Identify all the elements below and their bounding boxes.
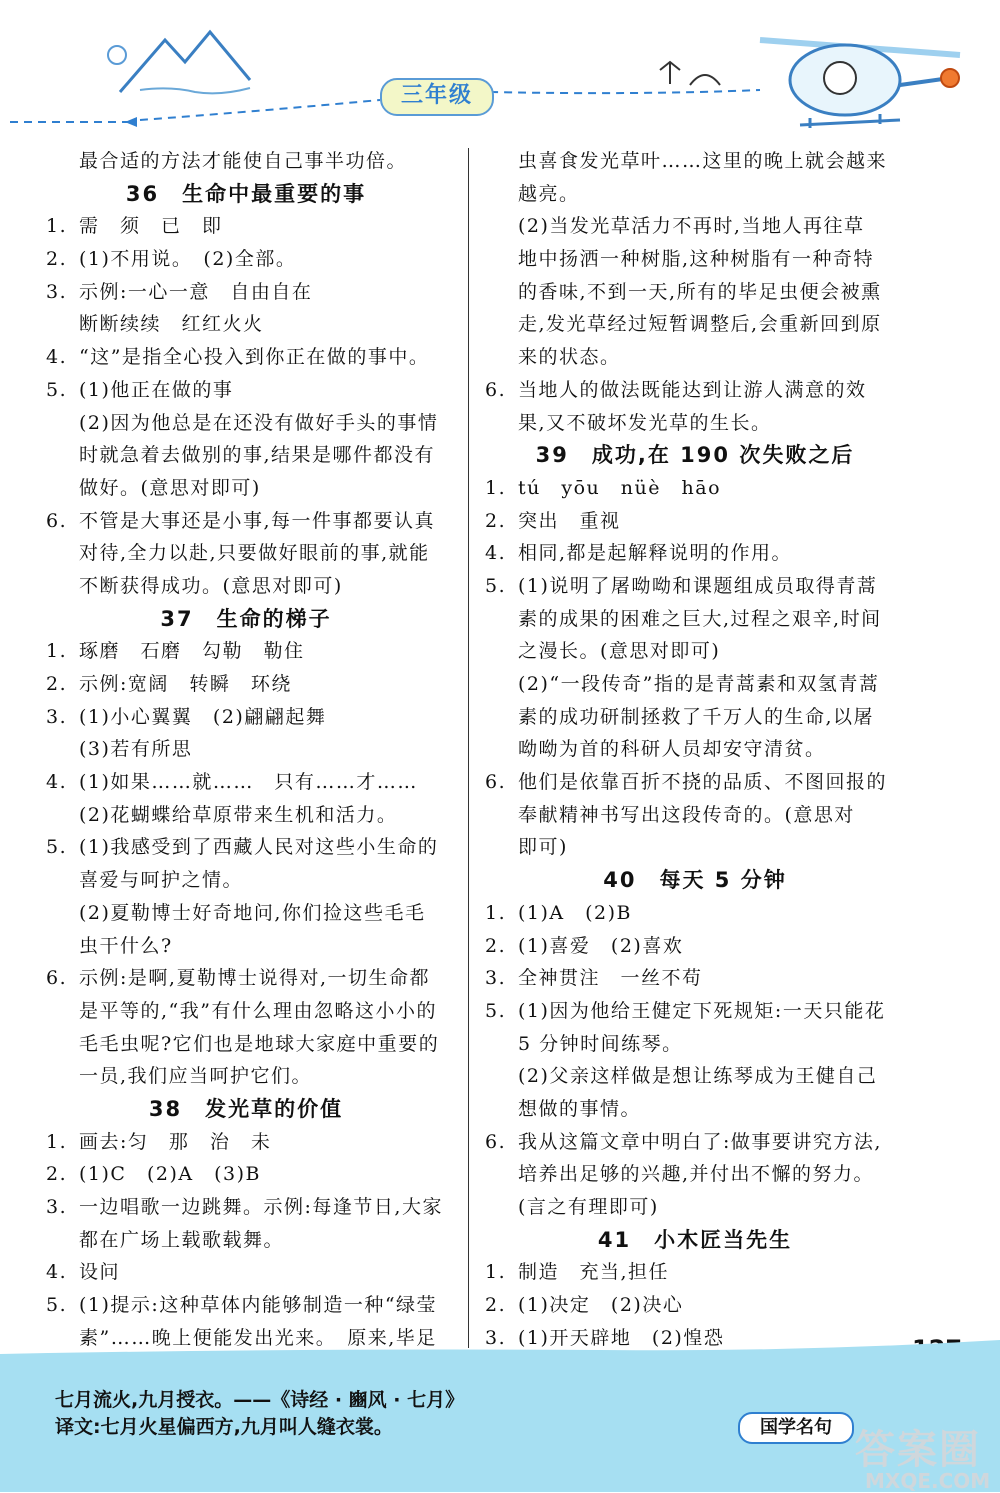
item-number: 2.: [46, 1163, 68, 1186]
answer-line: [46, 276, 446, 309]
item-text: 画去:匀 那 治 未: [79, 1130, 272, 1153]
answer-line: (3)若有所思: [79, 738, 193, 761]
answer-line: 走,发光草经过短暂调整后,会重新回到原: [518, 313, 882, 336]
answer-line: [485, 1289, 905, 1322]
footer-band: [0, 1360, 1000, 1492]
answer-line: (2)夏勒博士好奇地问,你们捡这些毛毛: [79, 901, 426, 924]
section-heading: 40 每天 5 分钟: [603, 868, 787, 893]
answer-line: [46, 505, 446, 538]
answer-line: [46, 668, 446, 701]
grade-label: 三年级: [380, 78, 494, 116]
item-text: 示例:宽阔 转瞬 环绕: [79, 673, 292, 695]
column-divider: [468, 148, 469, 1348]
item-number: 6.: [485, 771, 507, 794]
item-text: 示例:一心一意 自由自在: [79, 280, 313, 303]
answer-line: 呦呦为首的科研人员却安守清贫。: [518, 738, 826, 761]
answer-line: 做好。(意思对即可): [79, 476, 261, 499]
answer-line: [485, 1256, 905, 1289]
answer-line: 素的成果的困难之巨大,过程之艰辛,时间: [518, 607, 882, 630]
item-number: 2.: [485, 1294, 507, 1317]
answer-line: 一员,我们应当呵护它们。: [79, 1065, 313, 1088]
answer-line: 果,又不破坏发光草的生长。: [518, 411, 772, 434]
item-number: 3.: [46, 280, 68, 303]
item-number: 4.: [485, 542, 507, 565]
item-number: 1.: [46, 640, 68, 663]
answer-line: [485, 472, 905, 505]
answer-line: 来的状态。: [518, 346, 621, 369]
item-number: 2.: [46, 248, 68, 271]
answer-line: 对待,全力以赴,只要做好眼前的事,就能: [79, 542, 430, 565]
item-text: 不管是大事还是小事,每一件事都要认真: [79, 509, 436, 532]
left-column: [46, 145, 446, 1354]
answer-line: 素”……晚上便能发出光来。 原来,毕足: [79, 1326, 437, 1349]
item-number: 5.: [485, 999, 507, 1022]
item-number: 1.: [485, 476, 507, 499]
item-number: 2.: [46, 673, 68, 695]
item-number: 6.: [46, 967, 68, 990]
answer-line: [485, 995, 905, 1028]
item-number: 1.: [485, 1261, 507, 1284]
answer-line: [46, 1191, 446, 1224]
item-text: (1)开天辟地 (2)惶恐: [518, 1326, 725, 1349]
item-text: (1)C (2)A (3)B: [79, 1163, 261, 1186]
item-text: 相同,都是起解释说明的作用。: [518, 542, 793, 565]
right-column: [485, 145, 905, 1354]
answer-line: 想做的事情。: [518, 1097, 642, 1120]
answer-line: [46, 962, 446, 995]
answer-line: [46, 1289, 446, 1322]
item-number: 3.: [485, 1326, 507, 1349]
answer-line: [485, 962, 905, 995]
item-text: (1)A (2)B: [518, 901, 633, 924]
item-text: (1)如果……就…… 只有……才……: [79, 771, 418, 794]
answer-line: [46, 766, 446, 799]
answer-line: 都在广场上载歌载舞。: [79, 1228, 285, 1251]
answer-line: [485, 374, 905, 407]
item-text: (1)喜爱 (2)喜欢: [518, 934, 684, 957]
answer-line: [485, 505, 905, 538]
item-text: 一边唱歌一边跳舞。示例:每逢节日,大家: [79, 1196, 443, 1218]
answer-line: [46, 243, 446, 276]
answer-line: [485, 570, 905, 603]
watermark-title: 答案圈: [855, 1427, 981, 1473]
watermark-url: MXQE.COM: [865, 1469, 991, 1493]
answer-line: (2)“一段传奇”指的是青蒿素和双氢青蒿: [518, 673, 880, 695]
item-number: 5.: [46, 1294, 68, 1317]
item-text: (1)不用说。 (2)全部。: [79, 248, 297, 271]
answer-line: [485, 897, 905, 930]
answer-line: 最合适的方法才能使自己事半功倍。: [79, 150, 408, 172]
answer-line: 断断续续 红红火火: [79, 313, 264, 336]
answer-line: [485, 766, 905, 799]
section-heading: 37 生命的梯子: [160, 606, 332, 631]
item-text: 需 须 已 即: [79, 215, 223, 238]
item-number: 2.: [485, 934, 507, 957]
item-number: 1.: [485, 901, 507, 924]
item-number: 6.: [46, 509, 68, 532]
answer-line: 素的成功研制拯救了千万人的生命,以屠: [518, 705, 875, 728]
answer-line: 奉献精神书写出这段传奇的。(意思对: [518, 803, 855, 826]
answer-line: 培养出足够的兴趣,并付出不懈的努力。: [518, 1163, 875, 1186]
item-text: (1)小心翼翼 (2)翩翩起舞: [79, 705, 327, 728]
item-number: 5.: [485, 574, 507, 597]
item-text: 我从这篇文章中明白了:做事要讲究方法,: [518, 1130, 882, 1153]
section-heading: 41 小木匠当先生: [597, 1227, 793, 1252]
item-text: 琢磨 石磨 勾勒 勒住: [79, 640, 305, 663]
item-text: (1)提示:这种草体内能够制造一种“绿莹: [79, 1294, 438, 1317]
answer-line: [485, 1126, 905, 1159]
answer-line: 是平等的,“我”有什么理由忽略这小小的: [79, 999, 437, 1022]
item-text: 突出 重视: [518, 509, 621, 532]
item-number: 4.: [46, 1261, 68, 1284]
item-text: 全神贯注 一丝不苟: [518, 967, 703, 990]
answer-line: [46, 374, 446, 407]
answer-line: [485, 537, 905, 570]
answer-line: 喜爱与呵护之情。: [79, 869, 244, 892]
watermark: [855, 1418, 995, 1493]
classic-quote: 七月流火,九月授衣。——《诗经 · 豳风 · 七月》: [55, 1389, 465, 1411]
section-heading: 36 生命中最重要的事: [125, 181, 367, 206]
item-number: 6.: [485, 378, 507, 401]
item-text: 示例:是啊,夏勒博士说得对,一切生命都: [79, 967, 430, 990]
answer-line: [46, 341, 446, 374]
footer-wave: [0, 1334, 1000, 1364]
answer-line: 时就急着去做别的事,结果是哪件都没有: [79, 444, 436, 467]
header-illustration: [0, 0, 1000, 145]
answer-line: 地中扬洒一种树脂,这种树脂有一种奇特: [518, 248, 875, 271]
answer-line: (2)当发光草活力不再时,当地人再往草: [518, 215, 865, 238]
answer-line: 毛毛虫呢?它们也是地球大家庭中重要的: [79, 1032, 440, 1055]
answer-line: 5 分钟时间练琴。: [518, 1032, 683, 1055]
answer-line: [46, 1158, 446, 1191]
answer-line: 虫喜食发光草叶……这里的晚上就会越来: [518, 150, 888, 172]
answer-line: [46, 210, 446, 243]
guoxue-badge: 国学名句: [738, 1412, 854, 1444]
item-number: 5.: [46, 836, 68, 859]
answer-line: [46, 701, 446, 734]
answer-line: [46, 1126, 446, 1159]
item-text: (1)他正在做的事: [79, 378, 234, 401]
item-number: 6.: [485, 1130, 507, 1153]
item-text: “这”是指全心投入到你正在做的事中。: [79, 346, 430, 369]
item-number: 2.: [485, 509, 507, 532]
item-text: (1)因为他给王健定下死规矩:一天只能花: [518, 999, 886, 1022]
answer-line: (2)父亲这样做是想让练琴成为王健自己: [518, 1065, 878, 1088]
item-number: 3.: [46, 705, 68, 728]
quote-translation: 译文:七月火星偏西方,九月叫人缝衣裳。: [55, 1416, 393, 1438]
item-number: 5.: [46, 378, 68, 401]
item-text: (1)决定 (2)决心: [518, 1294, 684, 1317]
item-text: 当地人的做法既能达到让游人满意的效: [518, 378, 867, 401]
answer-line: (2)花蝴蝶给草原带来生机和活力。: [79, 803, 398, 826]
item-number: 3.: [485, 967, 507, 990]
answer-line: 虫干什么?: [79, 934, 173, 957]
item-text: tú yōu nüè hāo: [518, 476, 722, 499]
answer-line: 即可): [518, 836, 568, 859]
answer-line: [46, 831, 446, 864]
item-number: 3.: [46, 1196, 68, 1218]
item-text: (1)说明了屠呦呦和课题组成员取得青蒿: [518, 574, 878, 597]
item-text: (1)我感受到了西藏人民对这些小生命的: [79, 836, 439, 859]
answer-line: (言之有理即可): [518, 1196, 659, 1218]
item-number: 1.: [46, 215, 68, 238]
item-text: 他们是依靠百折不挠的品质、不图回报的: [518, 771, 888, 794]
item-text: 制造 充当,担任: [518, 1261, 670, 1284]
answer-line: 不断获得成功。(意思对即可): [79, 574, 343, 597]
answer-line: 越亮。: [518, 182, 580, 205]
section-heading: 38 发光草的价值: [148, 1096, 344, 1121]
header-decoration: [0, 0, 1000, 145]
section-heading: 39 成功,在 190 次失败之后: [535, 443, 855, 468]
answer-line: [46, 635, 446, 668]
answer-line: 的香味,不到一天,所有的毕足虫便会被熏: [518, 280, 882, 303]
answer-line: [485, 930, 905, 963]
item-number: 4.: [46, 771, 68, 794]
item-text: 设问: [79, 1261, 121, 1284]
answer-line: 之漫长。(意思对即可): [518, 640, 721, 663]
answer-line: (2)因为他总是在还没有做好手头的事情: [79, 411, 439, 434]
answer-line: [46, 1256, 446, 1289]
item-number: 4.: [46, 346, 68, 369]
item-number: 1.: [46, 1130, 68, 1153]
